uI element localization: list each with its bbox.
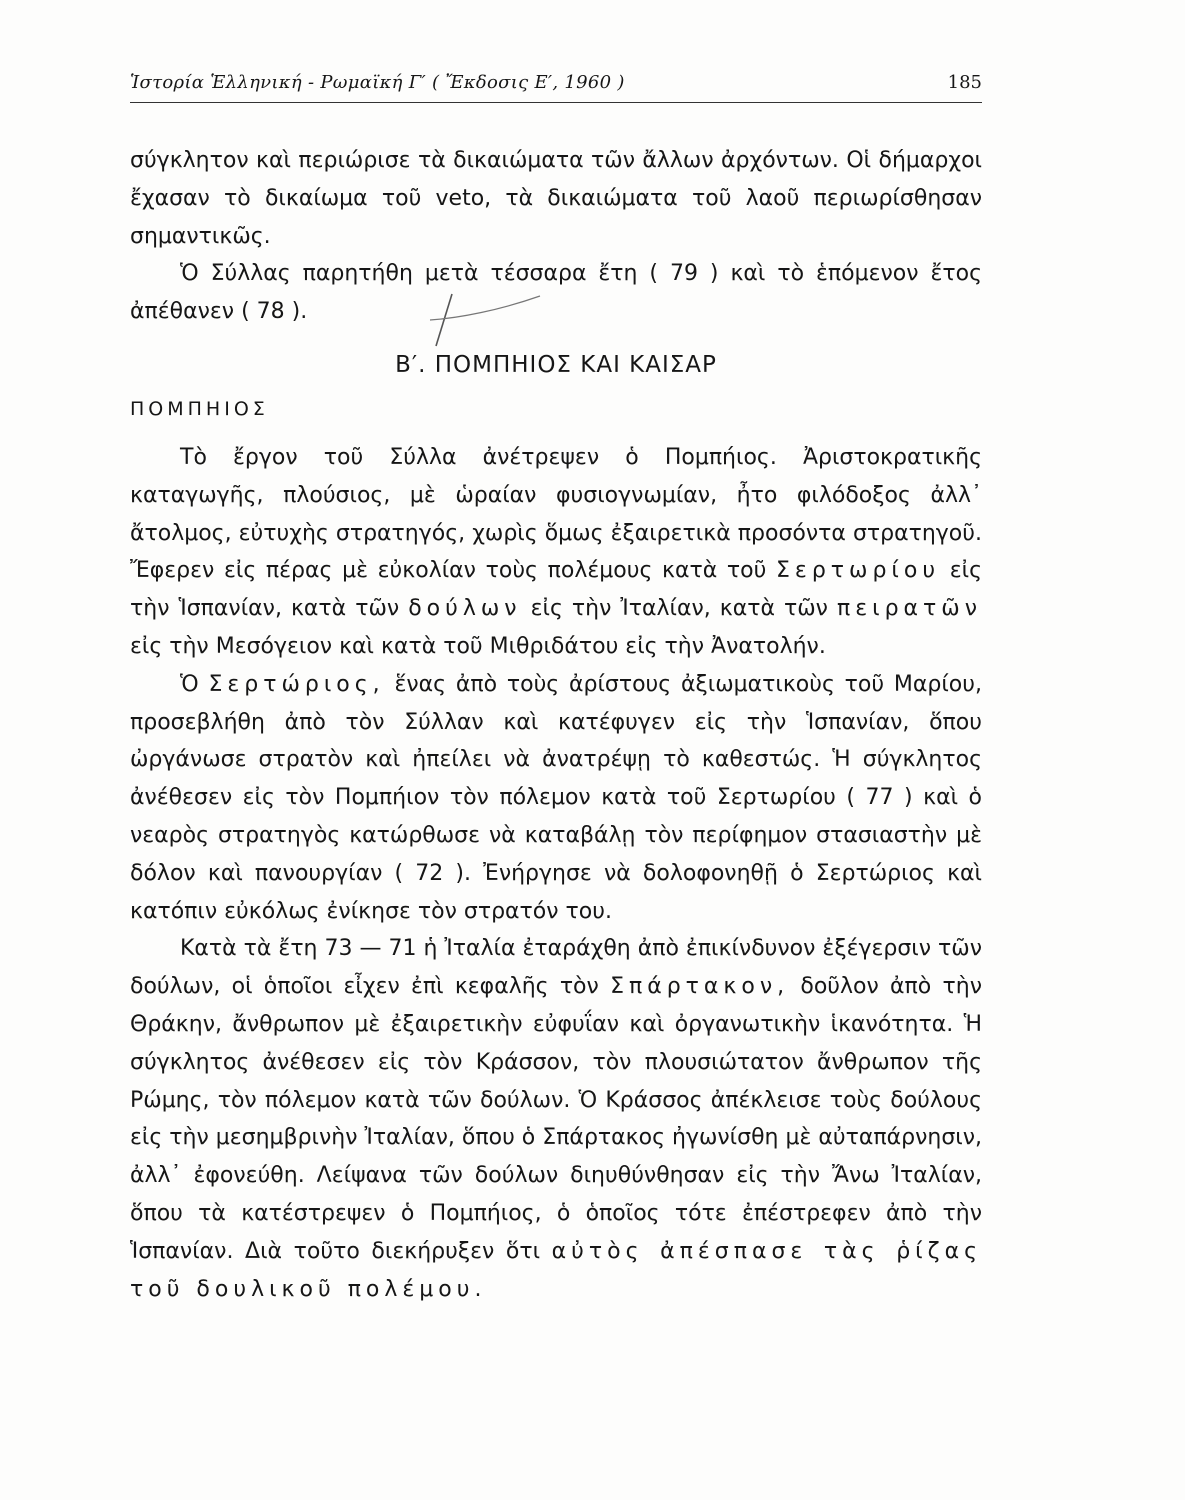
spaced-name: Σερτώριος, [208, 671, 385, 697]
text-run: δοῦλον ἀπὸ τὴν Θράκην, ἄνθρωπον μὲ ἐξαιρετικὴν εὐφυΐαν καὶ ὀργανωτικὴν ἱκανότητα. Ἡ σύγκλητος ἀνέθεσεν εἰς τὸν Κράσσον, τὸν πλουσιώτατον ἄνθρωπον τῆς Ρώμης, τὸν πόλεμον κατὰ τῶν δούλων. Ὁ Κράσσος ἀπέκλεισε τοὺς δούλους εἰς τὴν μεσημβρινὴν Ἰταλίαν, ὅπου ὁ Σπάρτακος ἠγωνίσθη μὲ αὐταπάρνησιν, ἀλλ᾽ ἐφονεύθη. Λείψανα τῶν δούλων διηυθύνθησαν εἰς τὴν Ἄνω Ἰταλίαν, ὅπου τὰ κατέστρεψεν ὁ Πομπήιος, ὁ ὁποῖος τότε ἐπέστρεφεν ἀπὸ τὴν Ἱσπανίαν. Διὰ τοῦτο διεκήρυξεν ὅτι [130, 974, 982, 1264]
spaced-name: Σερτωρίου [776, 558, 941, 584]
paragraph-sertorius [130, 666, 982, 931]
text-run: Τὸ ἔργον τοῦ Σύλλα ἀνέτρεψεν ὁ Πομπήιος. Ἀριστοκρατικῆς καταγωγῆς, πλούσιος, μὲ ὡραίαν φυσιογνωμίαν, ἦτο φιλόδοξος ἀλλ᾽ ἄτολμος, εὐτυχὴς στρατηγός, χωρὶς ὅμως ἐξαιρετικὰ προσόντα στρατηγοῦ. Ἔφερεν εἰς πέρας μὲ εὐκολίαν τοὺς πολέμους κατὰ τοῦ [130, 444, 982, 584]
spaced-emphasis: αὐτὸς ἀπέσπασε τὰς ῥίζας τοῦ δουλικοῦ πολέμου. [130, 1238, 982, 1302]
page-body [130, 142, 982, 1308]
text-run: εἰς τὴν Ἰταλίαν, κατὰ τῶν [530, 596, 828, 622]
spaced-name: δούλων [408, 596, 522, 622]
text-run: Κατὰ τὰ ἔτη 73 — 71 ἡ Ἰταλία ἐταράχθη ἀπὸ ἐπικίνδυνον ἐξέγερσιν τῶν δούλων, οἱ ὁποῖοι εἶχεν ἐπὶ κεφαλῆς τὸν [130, 936, 982, 1000]
spaced-name: πειρατῶν [836, 596, 982, 622]
running-header-title: Ἱστορία Ἑλληνική - Ρωμαϊκή Γ′ ( Ἔκδοσις Ε′, 1960 ) [130, 72, 625, 93]
subsection-heading: ΠΟΜΠΗΙΟΣ [130, 397, 269, 420]
paragraph-spartacus [130, 930, 982, 1308]
paragraph-pompey [130, 439, 982, 666]
text-run: ἕνας ἀπὸ τοὺς ἀρίστους ἀξιωματικοὺς τοῦ Μαρίου, προσεβλήθη ἀπὸ τὸν Σύλλαν καὶ κατέφυγεν εἰς τὴν Ἱσπανίαν, ὅπου ὠργάνωσε στρατὸν καὶ ἠπείλει νὰ ἀνατρέψῃ τὸ καθεστώς. Ἡ σύγκλητος ἀνέθεσεν εἰς τὸν Πομπήιον τὸν πόλεμον κατὰ τοῦ Σερτωρίου ( 77 ) καὶ ὁ νεαρὸς στρατηγὸς κατώρθωσε νὰ καταβάλῃ τὸν περίφημον στασιαστὴν μὲ δόλον καὶ πανουργίαν ( 72 ). Ἐνήργησε νὰ δολοφονηθῇ ὁ Σερτώριος καὶ κατόπιν εὐκόλως ἐνίκησε τὸν στρατόν του. [130, 671, 982, 924]
text-run: Ὁ [180, 671, 199, 697]
paragraph-sulla-death: Ὁ Σύλλας παρητήθη μετὰ τέσσαρα ἔτη ( 79 ) καὶ τὸ ἑπόμενον ἔτος ἀπέθανεν ( 78 ). [130, 261, 982, 325]
page-number: 185 [947, 72, 982, 93]
section-heading: Β′. ΠΟΜΠΗΙΟΣ ΚΑΙ ΚΑΙΣΑΡ [395, 351, 717, 378]
text-run: εἰς τὴν Μεσόγειον καὶ κατὰ τοῦ Μιθριδάτου εἰς τὴν Ἀνατολήν. [130, 633, 826, 659]
spaced-name: Σπάρτακον, [610, 974, 790, 1000]
text-run: εἰς τὴν Ἱσπανίαν, κατὰ τῶν [130, 558, 982, 622]
paragraph-continuation: σύγκλητον καὶ περιώρισε τὰ δικαιώματα τῶν ἄλλων ἀρχόντων. Οἱ δήμαρχοι ἔχασαν τὸ δικαίωμα τοῦ veto, τὰ δικαιώματα τοῦ λαοῦ περιωρίσθησαν σημαντικῶς. [130, 148, 982, 249]
running-header [130, 68, 982, 103]
